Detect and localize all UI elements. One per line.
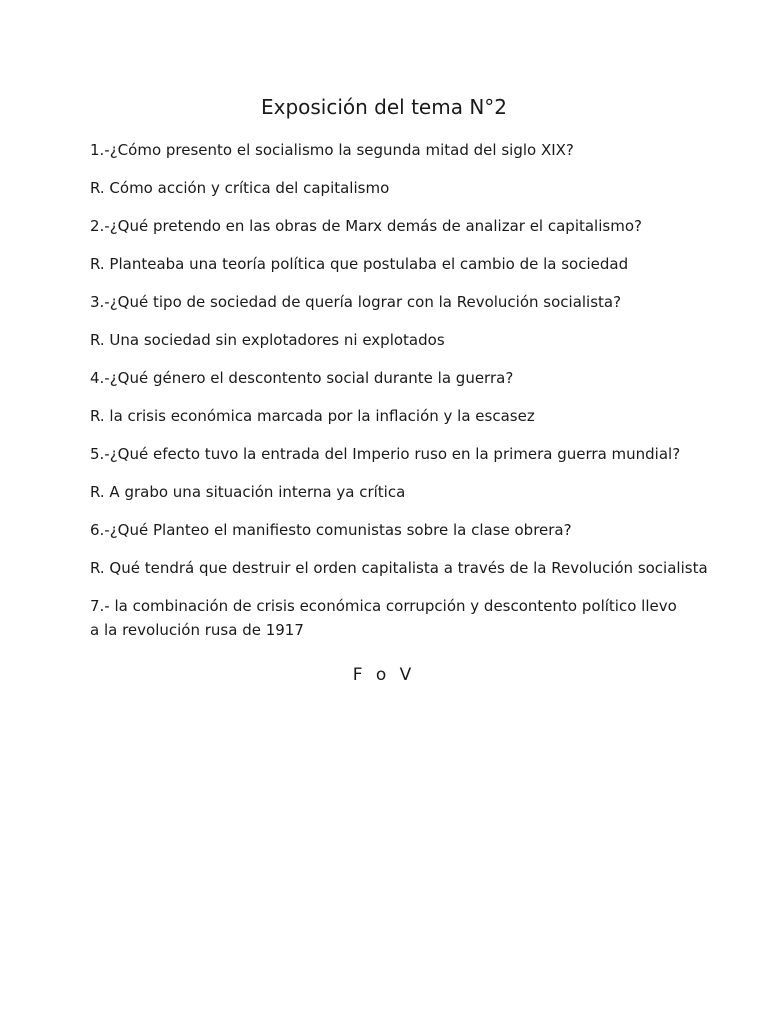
true-false-label: F o V bbox=[352, 665, 416, 685]
answer-1: R. Cómo acción y crítica del capitalismo bbox=[90, 179, 390, 197]
question-2: 2.-¿Qué pretendo en las obras de Marx demás de analizar el capitalismo? bbox=[90, 217, 642, 235]
statement-7: 7.- la combinación de crisis económica corrupción y descontento político llevo a la revolución rusa de 1917 bbox=[90, 597, 677, 639]
answer-3: R. Una sociedad sin explotadores ni explotados bbox=[90, 331, 445, 349]
question-4: 4.-¿Qué género el descontento social durante la guerra? bbox=[90, 369, 514, 387]
document-body bbox=[90, 138, 708, 656]
answer-5: R. A grabo una situación interna ya crítica bbox=[90, 483, 406, 501]
answer-4: R. la crisis económica marcada por la inflación y la escasez bbox=[90, 407, 535, 425]
document-title: Exposición del tema N°2 bbox=[260, 95, 508, 119]
answer-2: R. Planteaba una teoría política que postulaba el cambio de la sociedad bbox=[90, 255, 629, 273]
answer-6: R. Qué tendrá que destruir el orden capitalista a través de la Revolución socialista bbox=[90, 559, 708, 577]
question-1: 1.-¿Cómo presento el socialismo la segunda mitad del siglo XIX? bbox=[90, 141, 574, 159]
question-5: 5.-¿Qué efecto tuvo la entrada del Imperio ruso en la primera guerra mundial? bbox=[90, 445, 681, 463]
question-6: 6.-¿Qué Planteo el manifiesto comunistas sobre la clase obrera? bbox=[90, 521, 572, 539]
question-3: 3.-¿Qué tipo de sociedad de quería lograr con la Revolución socialista? bbox=[90, 293, 622, 311]
